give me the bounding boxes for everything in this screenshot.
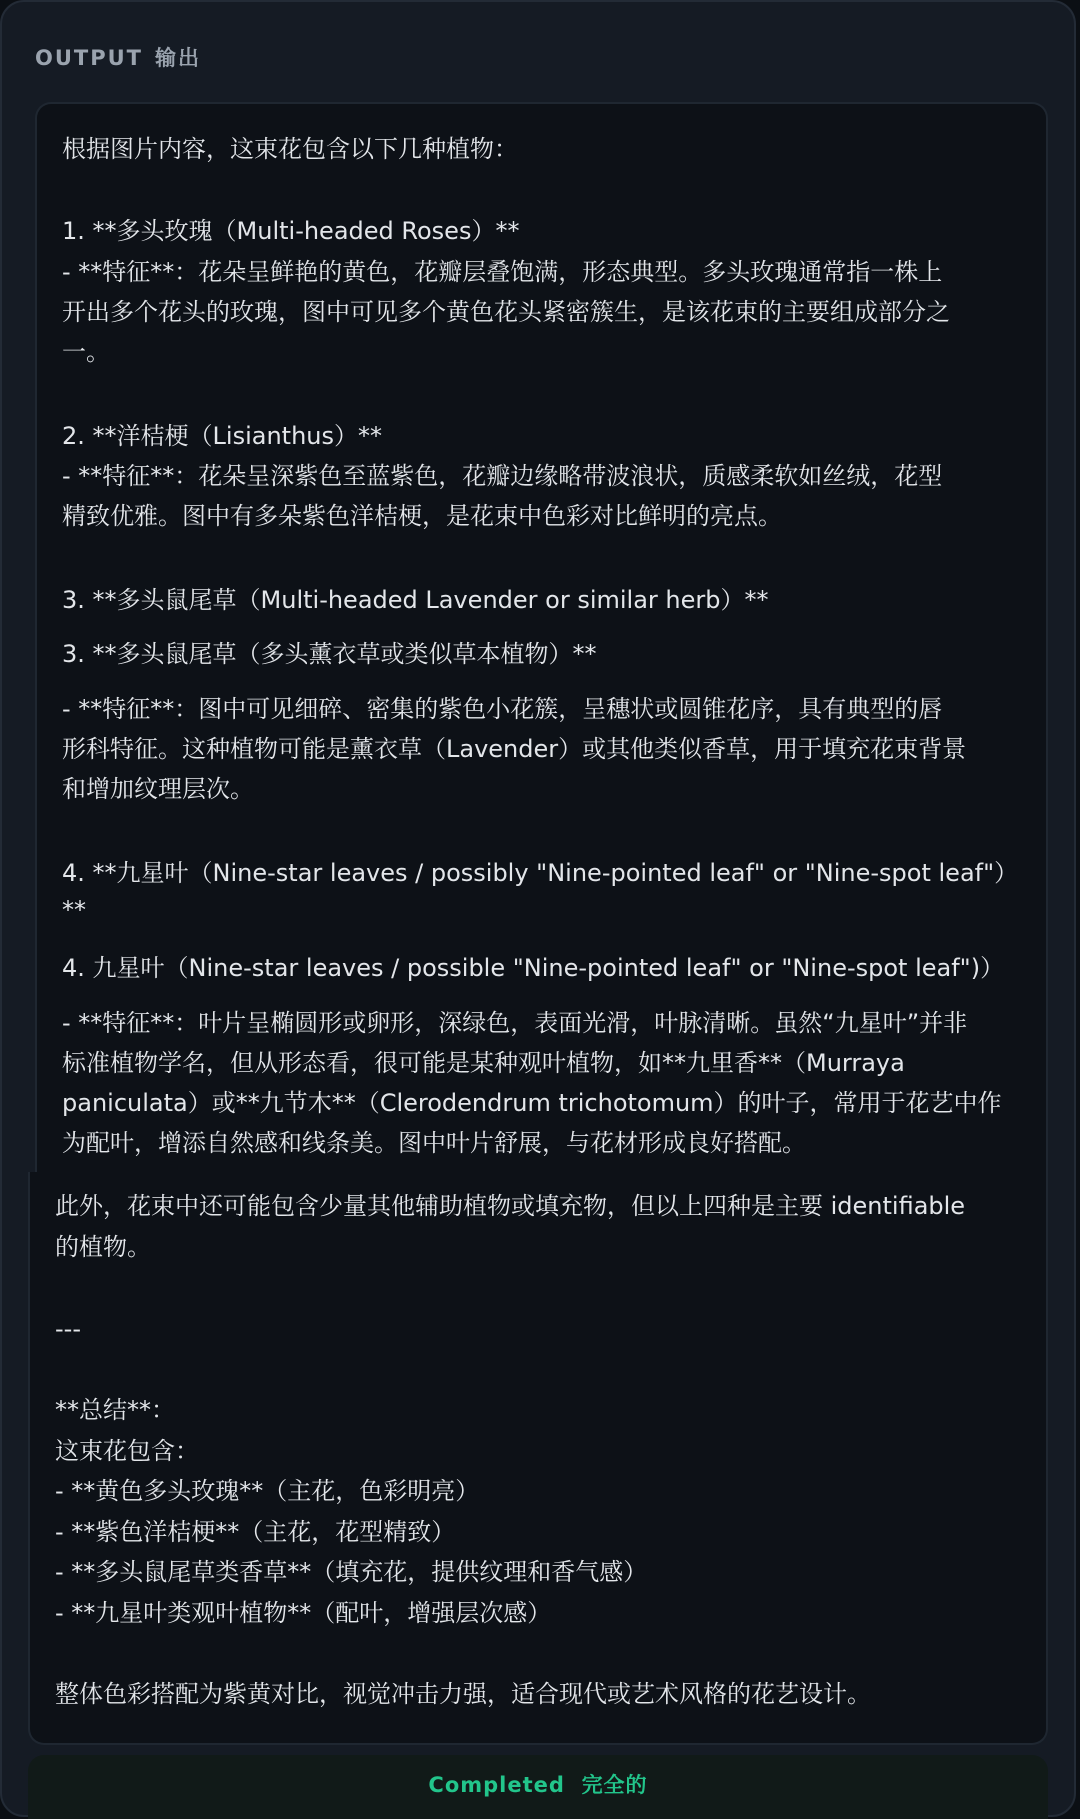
output-line: - **九星叶类观叶植物**（配叶，增强层次感）	[55, 1599, 552, 1627]
output-line: - **特征**：图中可见细碎、密集的紫色小花簇，呈穗状或圆锥花序，具有典型的唇	[62, 695, 943, 723]
output-line: 整体色彩搭配为紫黄对比，视觉冲击力强，适合现代或艺术风格的花艺设计。	[55, 1680, 871, 1708]
status-bar	[28, 1755, 1048, 1819]
output-line: 1. **多头玫瑰（Multi-headed Roses）**	[62, 217, 520, 245]
output-line: - **黄色多头玫瑰**（主花，色彩明亮）	[55, 1477, 480, 1505]
output-line: - **特征**：叶片呈椭圆形或卵形，深绿色，表面光滑，叶脉清晰。虽然“九星叶”并非	[62, 1009, 968, 1037]
output-line: 3. **多头鼠尾草（多头薰衣草或类似草本植物）**	[62, 640, 597, 668]
output-line: paniculata）或**九节木**（Clerodendrum trichotomum）的叶子，常用于花艺中作	[62, 1089, 1002, 1117]
output-line: 和增加纹理层次。	[62, 775, 254, 803]
output-line: **总结**：	[55, 1396, 175, 1424]
output-line: 这束花包含：	[55, 1437, 199, 1465]
output-line: 开出多个花头的玫瑰，图中可见多个黄色花头紧密簇生，是该花束的主要组成部分之	[62, 298, 950, 326]
output-line: 2. **洋桔梗（Lisianthus）**	[62, 422, 382, 450]
output-line: 标准植物学名，但从形态看，很可能是某种观叶植物，如**九里香**（Murraya	[62, 1049, 905, 1077]
header-label-en: OUTPUT	[35, 46, 143, 70]
output-line: 4. 九星叶（Nine-star leaves / possible "Nine-pointed leaf" or "Nine-spot leaf")）	[62, 954, 1005, 982]
output-line: - **特征**：花朵呈鲜艳的黄色，花瓣层叠饱满，形态典型。多头玫瑰通常指一株上	[62, 258, 943, 286]
status-label	[28, 1769, 1048, 1799]
output-line: - **特征**：花朵呈深紫色至蓝紫色，花瓣边缘略带波浪状，质感柔软如丝绒，花型	[62, 462, 943, 490]
output-line: 此外，花束中还可能包含少量其他辅助植物或填充物，但以上四种是主要 identifiable	[55, 1192, 966, 1220]
output-line: 根据图片内容，这束花包含以下几种植物：	[62, 135, 518, 163]
output-line: 3. **多头鼠尾草（Multi-headed Lavender or similar herb）**	[62, 586, 769, 614]
output-line: ---	[55, 1315, 81, 1343]
output-line: 4. **九星叶（Nine-star leaves / possibly "Nine-pointed leaf" or "Nine-spot leaf"）	[62, 859, 1019, 887]
output-line: 一。	[62, 338, 110, 366]
output-line: **	[62, 896, 86, 924]
output-line: 的植物。	[55, 1233, 151, 1261]
output-line: 形科特征。这种植物可能是薰衣草（Lavender）或其他类似香草，用于填充花束背景	[62, 735, 967, 763]
status-label-en: Completed	[428, 1773, 565, 1797]
output-line: 精致优雅。图中有多朵紫色洋桔梗，是花束中色彩对比鲜明的亮点。	[62, 502, 782, 530]
output-line: 为配叶，增添自然感和线条美。图中叶片舒展，与花材形成良好搭配。	[62, 1129, 806, 1157]
panel-header	[35, 42, 201, 72]
status-label-zh: 完全的	[581, 1773, 648, 1797]
output-line: - **紫色洋桔梗**（主花，花型精致）	[55, 1518, 456, 1546]
output-line: - **多头鼠尾草类香草**（填充花，提供纹理和香气感）	[55, 1558, 648, 1586]
header-label-zh: 输出	[155, 46, 201, 70]
